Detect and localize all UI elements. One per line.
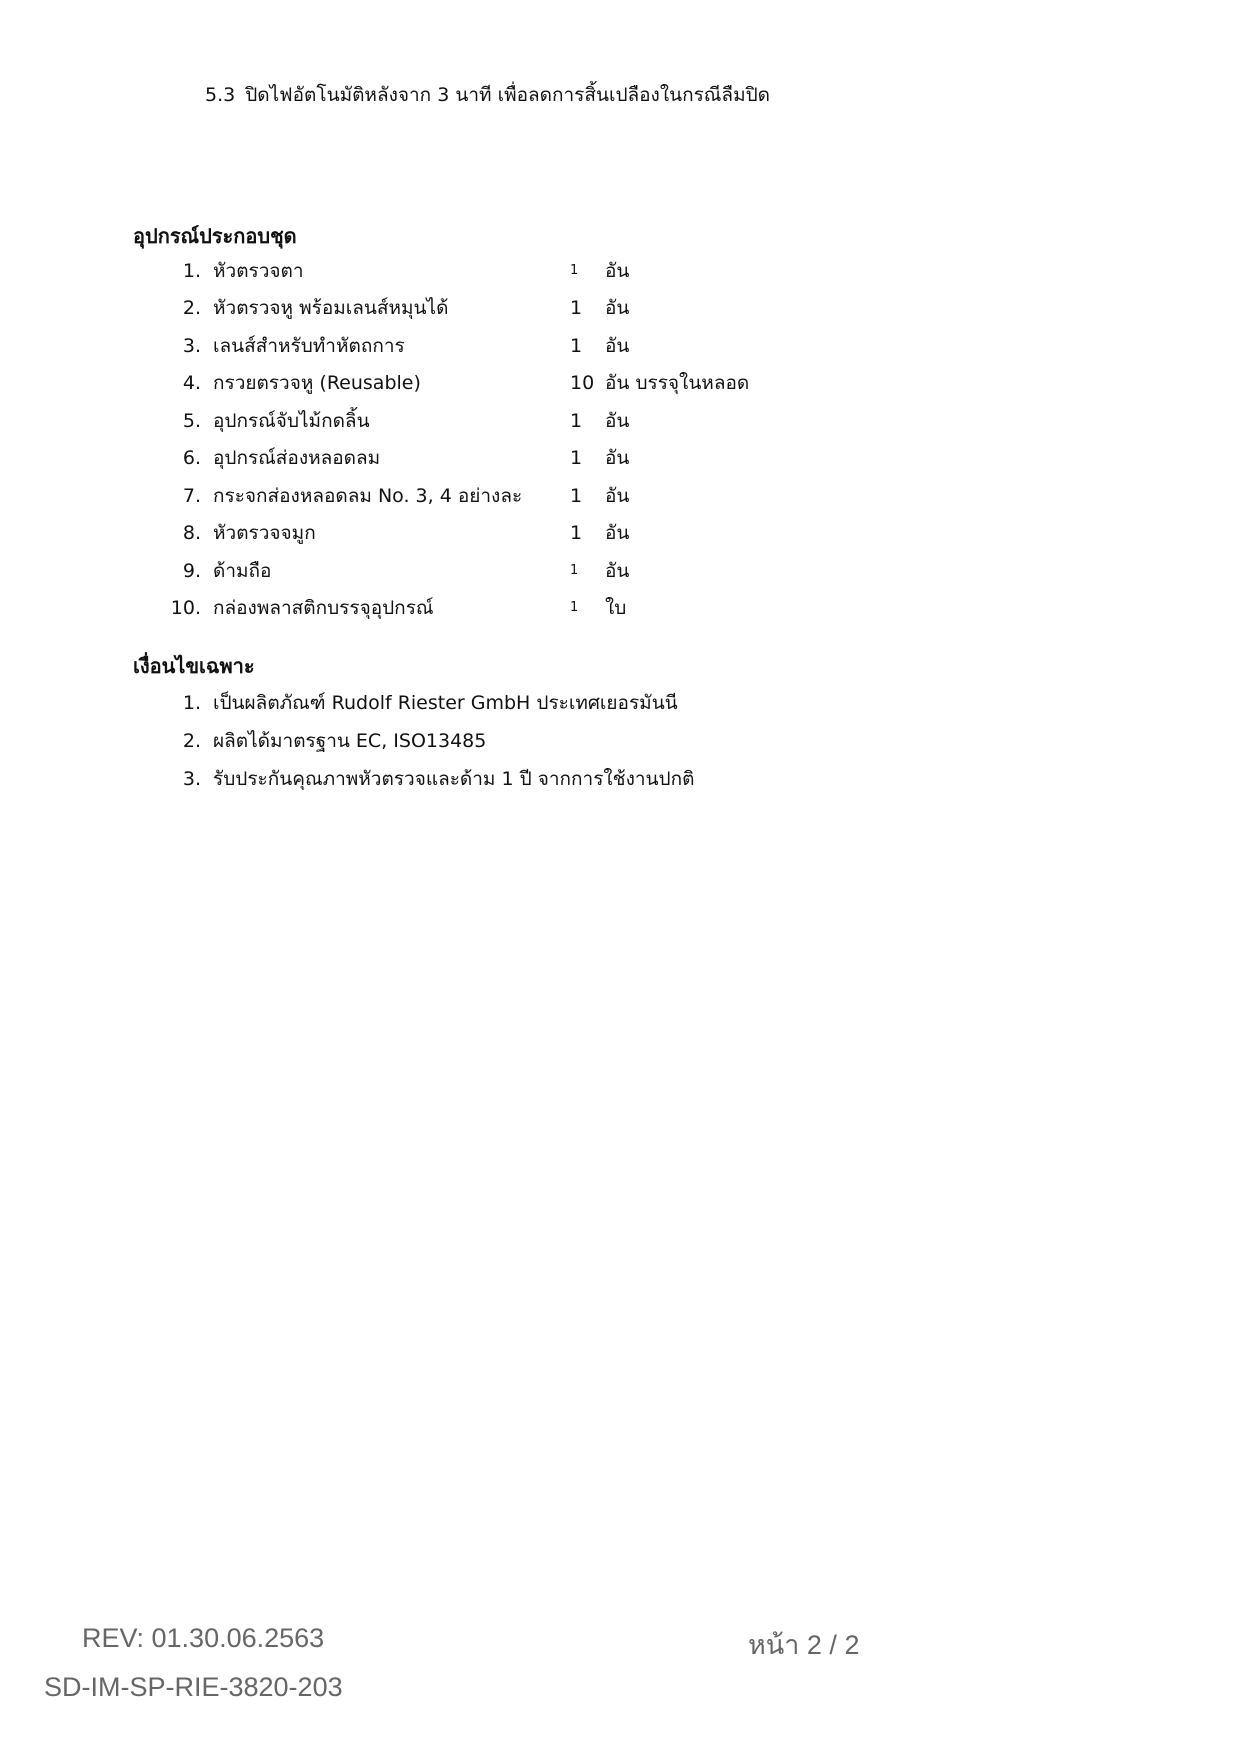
item-qty: 1 [570,522,583,544]
item-name: หัวตรวจจมูก [213,522,316,544]
item-number: 4. [182,372,201,394]
item-unit: อัน [605,410,630,432]
item-number: 1. [182,260,201,282]
item-name: กระจกส่องหลอดลม No. 3, 4 อย่างละ [213,485,523,507]
item-name: กล่องพลาสติกบรรจุอุปกรณ์ [213,597,434,619]
item-number: 7. [182,485,201,507]
item-qty: 1 [570,263,579,278]
intro-line [205,80,770,110]
item-name: เลนส์สำหรับทำหัตถการ [213,335,405,357]
item-name: ด้ามถือ [213,560,272,582]
item-qty: 1 [570,410,583,432]
item-qty: 1 [570,600,579,615]
item-number: 10. [170,597,201,619]
item-name: กรวยตรวจหู (Reusable) [213,372,421,394]
condition-text: ผลิตได้มาตรฐาน EC, ISO13485 [213,730,487,752]
item-unit: อัน [605,485,630,507]
item-name: หัวตรวจหู พร้อมเลนส์หมุนได้ [213,297,449,319]
condition-number: 1. [182,692,201,714]
item-unit: อัน [605,260,630,282]
item-number: 9. [182,560,201,582]
item-number: 3. [182,335,201,357]
item-unit: อัน [605,297,630,319]
item-unit: อัน [605,335,630,357]
item-qty: 1 [570,447,583,469]
item-qty: 1 [570,563,579,578]
equipment-heading: อุปกรณ์ประกอบชุด [133,224,297,248]
item-unit: อัน บรรจุในหลอด [605,372,750,394]
item-qty: 10 [570,372,595,394]
item-qty: 1 [570,335,583,357]
page-number: หน้า 2 / 2 [748,1630,860,1660]
condition-number: 3. [182,768,201,790]
condition-text: รับประกันคุณภาพหัวตรวจและด้าม 1 ปี จากการใช้งานปกติ [213,768,695,790]
intro-number: 5.3 [205,84,236,106]
item-number: 2. [182,297,201,319]
intro-text: ปิดไฟอัตโนมัติหลังจาก 3 นาที เพื่อลดการสิ้นเปลืองในกรณีลืมปิด [245,84,771,106]
item-name: อุปกรณ์จับไม้กดลิ้น [213,410,370,432]
document-code: SD-IM-SP-RIE-3820-203 [44,1672,343,1702]
item-unit: อัน [605,560,630,582]
item-unit: ใบ [605,597,627,619]
item-unit: อัน [605,522,630,544]
item-number: 8. [182,522,201,544]
condition-text: เป็นผลิตภัณฑ์ Rudolf Riester GmbH ประเทศเยอรมันนี [213,692,678,714]
revision-label: REV: 01.30.06.2563 [82,1623,325,1653]
conditions-heading: เงื่อนไขเฉพาะ [133,654,255,678]
item-number: 6. [182,447,201,469]
item-unit: อัน [605,447,630,469]
item-name: หัวตรวจตา [213,260,304,282]
item-qty: 1 [570,485,583,507]
item-name: อุปกรณ์ส่องหลอดลม [213,447,381,469]
item-number: 5. [182,410,201,432]
item-qty: 1 [570,297,583,319]
condition-number: 2. [182,730,201,752]
